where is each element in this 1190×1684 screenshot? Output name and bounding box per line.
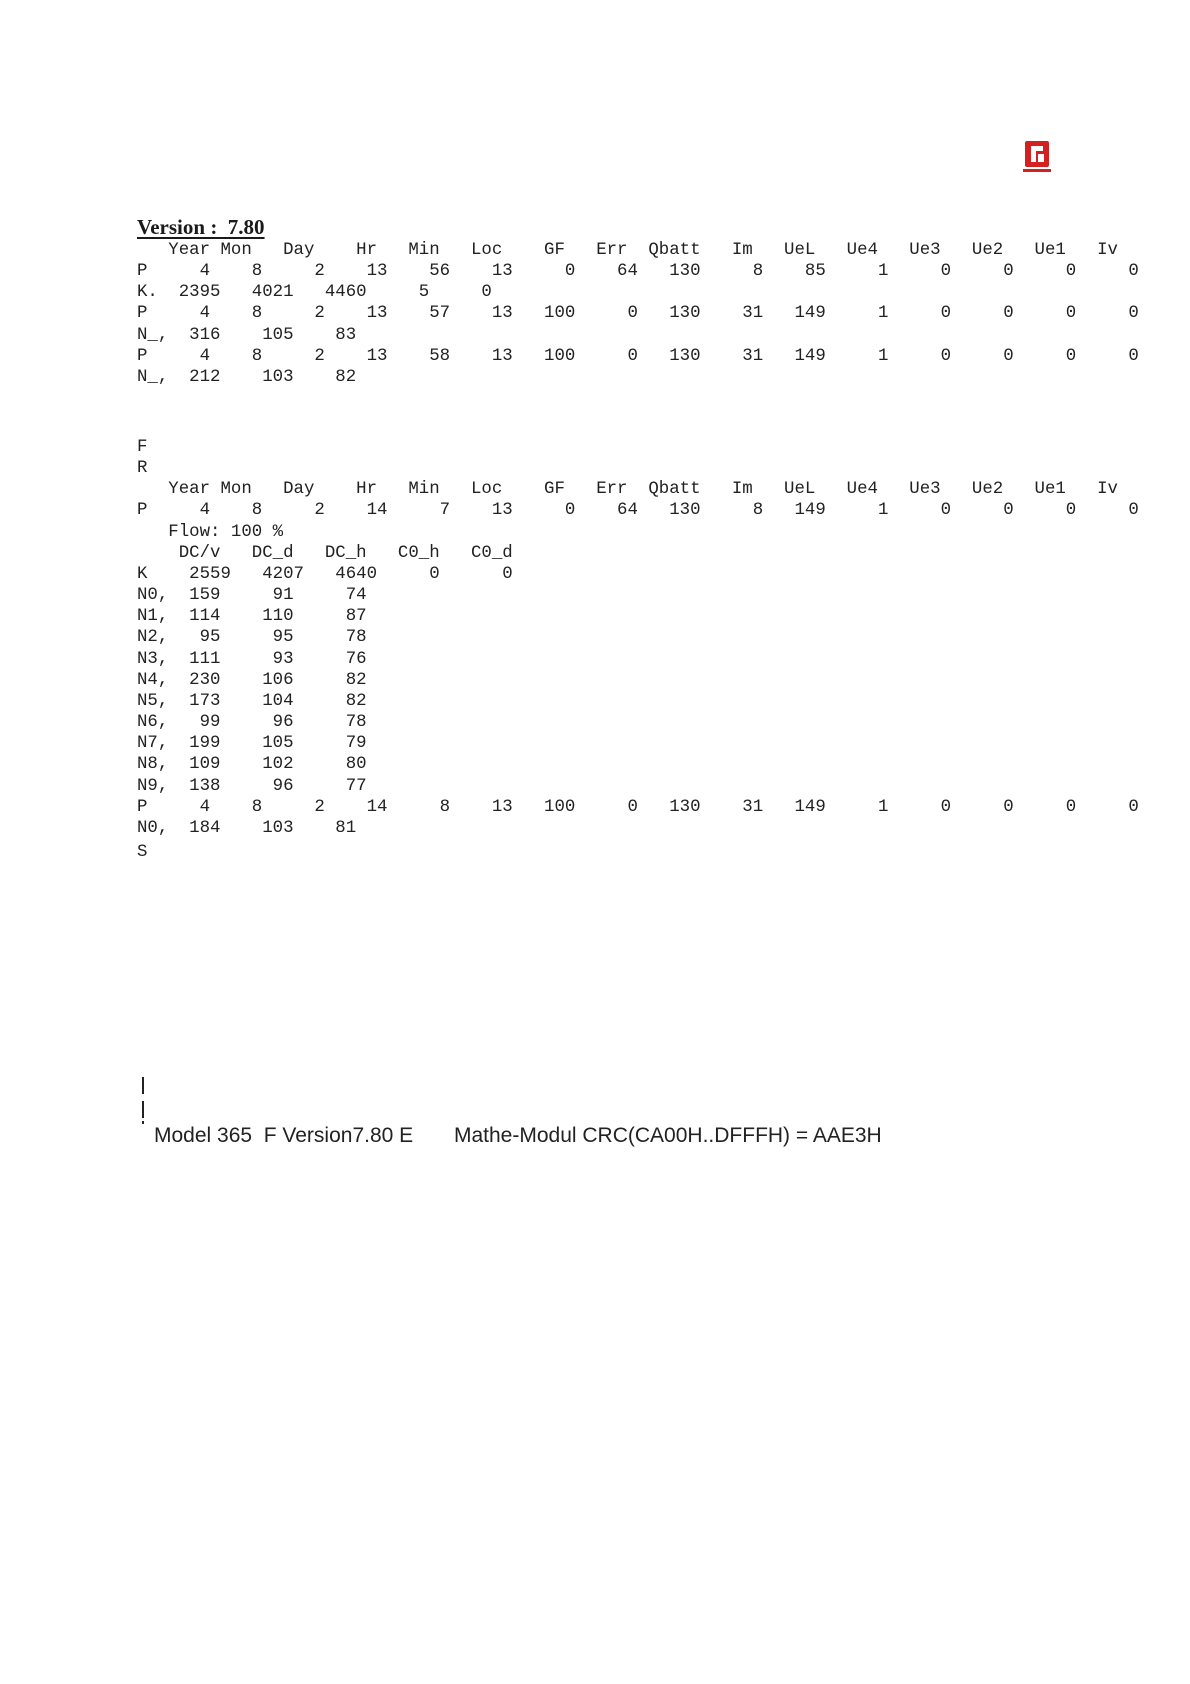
log-line: Year Mon Day Hr Min Loc GF Err Qbatt Im UeL Ue4 Ue3 Ue2 Ue1 Iv [137, 480, 1118, 500]
log-line: N0, 184 103 81 [137, 818, 357, 838]
log-block-2 [137, 437, 1139, 839]
log-block-1 [137, 240, 1139, 388]
log-line: P 4 8 2 13 56 13 0 64 130 8 85 1 0 0 0 0 [137, 262, 1139, 282]
truncated-line [137, 840, 167, 862]
log-line: P 4 8 2 13 58 13 100 0 130 31 149 1 0 0 0 0 [137, 346, 1139, 366]
log-line: N6, 99 96 78 [137, 713, 367, 733]
log-line: N_, 212 103 82 [137, 367, 357, 387]
log-line: Flow: 100 % [137, 522, 284, 542]
log-line: N4, 230 106 82 [137, 670, 367, 690]
log-line: N1, 114 110 87 [137, 607, 367, 627]
cursor-mark [142, 1077, 144, 1094]
exclamation-mark [142, 1101, 144, 1118]
log-line: F [137, 438, 148, 457]
log-line: DC/v DC_d DC_h C0_h C0_d [137, 543, 513, 563]
log-line: N5, 173 104 82 [137, 691, 367, 711]
logo-icon [1023, 141, 1051, 174]
log-line: N7, 199 105 79 [137, 734, 367, 754]
log-line: N2, 95 95 78 [137, 628, 367, 648]
truncated-line-text: S [137, 843, 148, 862]
log-line: K. 2395 4021 4460 5 0 [137, 283, 492, 303]
model-info-line: Model 365 F Version7.80 E Mathe-Modul CRC(CA00H..DFFFH) = AAE3H [154, 1124, 882, 1147]
log-line: P 4 8 2 14 8 13 100 0 130 31 149 1 0 0 0 0 [137, 797, 1139, 817]
log-line: Year Mon Day Hr Min Loc GF Err Qbatt Im UeL Ue4 Ue3 Ue2 Ue1 Iv [137, 241, 1118, 260]
log-line: R [137, 459, 148, 479]
log-line: N8, 109 102 80 [137, 755, 367, 775]
log-line: N3, 111 93 76 [137, 649, 367, 669]
log-line: P 4 8 2 13 57 13 100 0 130 31 149 1 0 0 0 0 [137, 304, 1139, 324]
log-line: N_, 316 105 83 [137, 325, 357, 345]
log-line: P 4 8 2 14 7 13 0 64 130 8 149 1 0 0 0 0 [137, 501, 1139, 521]
version-title: Version : 7.80 [137, 215, 265, 239]
log-line: K 2559 4207 4640 0 0 [137, 564, 513, 584]
log-line: N9, 138 96 77 [137, 776, 367, 796]
log-line: N0, 159 91 74 [137, 586, 367, 606]
